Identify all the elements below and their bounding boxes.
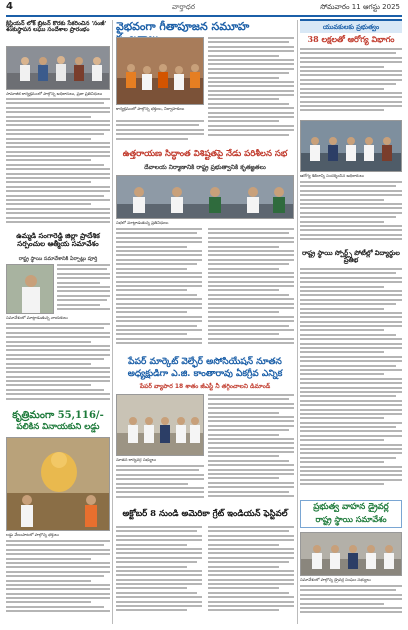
column-divider bbox=[112, 20, 113, 624]
col3-headline-3: ప్రభుత్వ వాహన డ్రైవర్ల bbox=[313, 502, 389, 512]
col3-body-text-2 bbox=[300, 181, 402, 247]
col2-body-text-4 bbox=[208, 394, 294, 506]
col3-photo-caption-2: సమావేశంలో పాల్గొన్న డ్రైవర్ల సంఘం సభ్యులు bbox=[300, 577, 371, 582]
col3-band-title: యువకులకు ప్రభుత్వం bbox=[322, 23, 380, 31]
col2-headline-3: పేపర్ మార్కెట్ వెల్ఫేర్ అసోసియేషన్ నూతన bbox=[128, 357, 282, 367]
col3-photo bbox=[300, 120, 402, 172]
col2-headline-2: ఉత్తరాయణ సిద్ధాంత విశిష్టతపై నేడు పరిశీలన సభ bbox=[122, 149, 288, 159]
col3-headline-3-line2: రాష్ట్ర స్థాయి సమావేశం bbox=[315, 514, 387, 524]
col2-body-text-7 bbox=[208, 526, 294, 622]
col2-headline-3-sub: పేపర్ వ్యాపార 18 శాతం జీఎస్టీ నీ తగ్గించాలని డిమాండ్ bbox=[139, 383, 271, 390]
col1-sub-byline: రాష్ట్ర స్థాయి సమావేశానికి ఏర్పాట్లు పూర్తి bbox=[18, 256, 98, 262]
col2-photo-caption-3: నూతన కార్యవర్గ సభ్యులు bbox=[116, 457, 157, 462]
col1-body-text bbox=[6, 98, 110, 230]
col1-headline: క్రిస్టియన్ లోక్ బ్రిటన్ కొరకు సేకరించిన 'సంజీ' శంకుస్థాపన లఘు సందేశాల ప్రారంభం bbox=[6, 21, 107, 34]
col1-body-text-4 bbox=[6, 540, 110, 622]
page-header bbox=[0, 0, 408, 16]
col3-headline-2: రాష్ట్ర స్థాయి స్పోర్ట్స్ పోటీల్లో విద్యార్థుల ప్రతిభ bbox=[302, 249, 400, 265]
col2-body-text bbox=[208, 37, 294, 145]
col1-photo-caption-3: లడ్డు వేలంపాటలో పాల్గొన్న భక్తులు bbox=[6, 532, 59, 537]
col2-body-text-2 bbox=[116, 228, 202, 354]
col2-headline-3-line2: అధ్యక్షుడిగా ఎ.జి. కాంతారావు ఏకగ్రీవ ఎన్నిక bbox=[127, 369, 283, 379]
col2-photo-caption: కార్యక్రమంలో పాల్గొన్న భక్తులు, నిర్వాహకులు bbox=[116, 106, 185, 111]
col2-headline-2-sub: దేవాలయ నిర్మాణానికి రాష్ట్ర ప్రభుత్వానికి కృతజ్ఞతలు bbox=[144, 164, 266, 171]
col2-headline-4: అక్టోబర్ 8 నుండి అమెరికా గ్రేట్ ఇండియన్ ఫెస్టివల్ bbox=[122, 509, 288, 519]
col1-photo-3 bbox=[6, 437, 110, 531]
col1-photo-caption-2: సమావేశంలో మాట్లాడుతున్న నాయకులు bbox=[6, 315, 68, 320]
col1-photo bbox=[6, 46, 110, 90]
col3-body-text-3 bbox=[300, 268, 402, 498]
page-number: 4 bbox=[6, 1, 13, 12]
col3-headline: 38 లక్షలతో ఆరోగ్య విభాగం bbox=[307, 34, 395, 44]
col1-body-text-2 bbox=[57, 264, 110, 314]
col1-photo-2 bbox=[6, 264, 54, 314]
col2-body-text-6 bbox=[116, 526, 202, 622]
col1-lower-headline: కృత్రిమంగా 55,116/- bbox=[12, 410, 104, 421]
header-rule bbox=[6, 15, 402, 17]
paper-name: వార్తాధర bbox=[172, 3, 195, 11]
col1-photo-caption: సామాజిక కార్యక్రమంలో పాల్గొన్న అధికారులు, ప్రజా ప్రతినిధులు bbox=[6, 91, 103, 96]
col3-photo-2 bbox=[300, 532, 402, 576]
col3-photo-caption: ఆరోగ్య శిబిరాన్ని సందర్శించిన అధికారులు bbox=[300, 173, 364, 178]
col1-sub-headline: ఉమ్మడి సంగారెడ్డి జిల్లా ప్రాదేశిక సర్పంచుల ఆత్మీయ సమావేశం bbox=[16, 231, 100, 248]
column-divider bbox=[297, 20, 298, 624]
col2-body-text-5 bbox=[116, 465, 204, 507]
col2-headline: వైభవంగా గీతాపూజన సమూహ bbox=[116, 20, 250, 33]
col2-photo-3 bbox=[116, 394, 204, 456]
col2-photo-caption-2: సభలో మాట్లాడుతున్న ప్రతినిధులు bbox=[116, 220, 169, 225]
col2-photo bbox=[116, 37, 204, 105]
col1-lower-subheadline: పలికిన వినాయకుని లడ్డు bbox=[16, 422, 100, 432]
col2-photo-2 bbox=[116, 175, 294, 219]
col3-band bbox=[300, 19, 402, 33]
col3-body-text-4 bbox=[300, 585, 402, 623]
col2-body-text-3 bbox=[208, 228, 294, 354]
col1-body-text-3 bbox=[6, 323, 110, 407]
col3-body-text bbox=[300, 48, 402, 118]
issue-date: సోమవారం 11 ఆగస్టు 2025 bbox=[320, 3, 400, 11]
col2-body-text-1b bbox=[116, 120, 204, 146]
